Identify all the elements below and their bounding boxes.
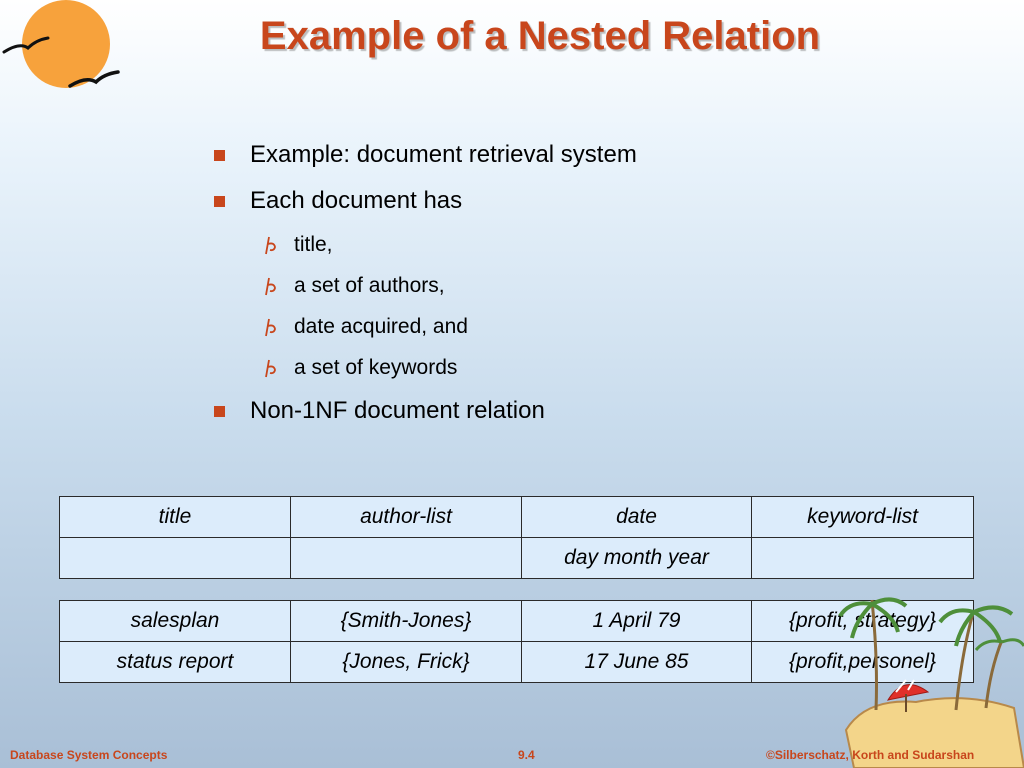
header-cell: date: [522, 497, 752, 538]
sun-birds-logo: [0, 0, 120, 100]
footer-copyright: ©Silberschatz, Korth and Sudarshan: [766, 748, 975, 762]
header-cell: title: [60, 497, 291, 538]
subheader-cell: [291, 538, 522, 579]
footer-page-number: 9.4: [518, 748, 535, 762]
hook-bullet-icon: [262, 275, 278, 297]
bullet-list: [212, 138, 972, 440]
sub-bullet-text: title,: [294, 233, 333, 256]
square-bullet-icon: [214, 406, 225, 417]
sub-bullet-text: date acquired, and: [294, 315, 468, 338]
table-cell: {Smith-Jones}: [291, 601, 522, 642]
bullet-item: [212, 138, 972, 184]
header-cell: author-list: [291, 497, 522, 538]
hook-bullet-icon: [262, 316, 278, 338]
table-cell: {profit, strategy}: [752, 601, 974, 642]
sub-bullet-item: [212, 271, 972, 312]
square-bullet-icon: [214, 150, 225, 161]
subheader-cell: [752, 538, 974, 579]
sub-bullet-item: [212, 230, 972, 271]
sub-bullet-text: a set of authors,: [294, 274, 445, 297]
schema-header-table: [59, 496, 974, 579]
table-cell: 17 June 85: [522, 642, 752, 683]
hook-bullet-icon: [262, 234, 278, 256]
bullet-item: [212, 184, 972, 230]
table-row: [60, 497, 974, 538]
table-cell: salesplan: [60, 601, 291, 642]
sub-bullet-item: [212, 312, 972, 353]
subheader-cell: [60, 538, 291, 579]
bullet-item: [212, 394, 972, 440]
subheader-cell: day month year: [522, 538, 752, 579]
table-cell: {profit,personel}: [752, 642, 974, 683]
sub-bullet-item: [212, 353, 972, 394]
island-palm-decoration: [836, 580, 1024, 768]
table-row: [60, 538, 974, 579]
hook-bullet-icon: [262, 357, 278, 379]
bullet-text: Example: document retrieval system: [250, 141, 637, 168]
slide-title: Example of a Nested Relation: [259, 14, 821, 58]
table-cell: 1 April 79: [522, 601, 752, 642]
square-bullet-icon: [214, 196, 225, 207]
bullet-text: Non-1NF document relation: [250, 397, 545, 424]
footer-left: Database System Concepts: [10, 748, 168, 762]
header-cell: keyword-list: [752, 497, 974, 538]
table-cell: status report: [60, 642, 291, 683]
sub-bullet-text: a set of keywords: [294, 356, 458, 379]
bullet-text: Each document has: [250, 187, 463, 214]
table-cell: {Jones, Frick}: [291, 642, 522, 683]
